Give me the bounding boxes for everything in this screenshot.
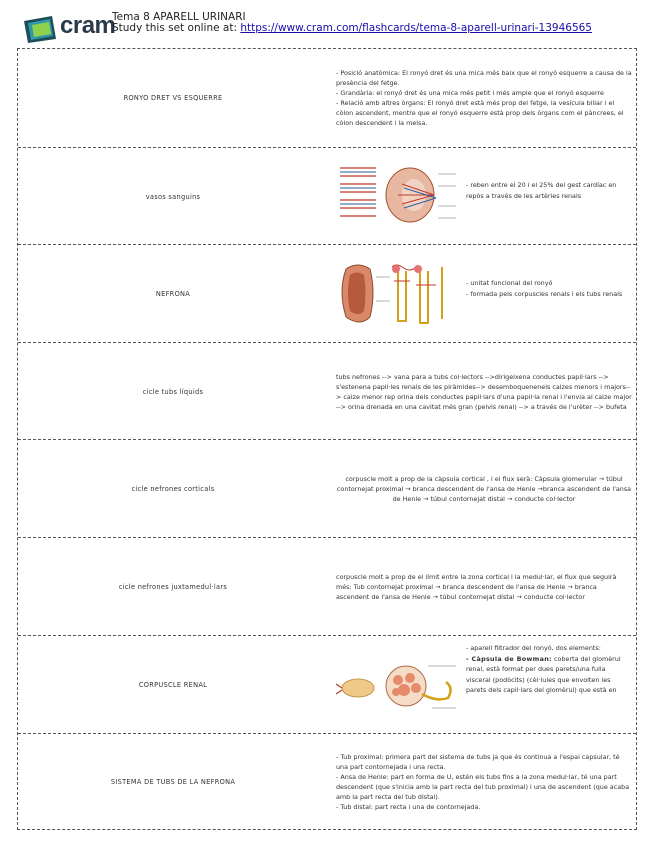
card-definition xyxy=(336,734,632,830)
study-prefix: Study this set online at: xyxy=(112,22,241,34)
card-definition xyxy=(336,148,632,245)
definition-line: - unitat funcional del ronyó xyxy=(466,279,553,287)
definition-line xyxy=(466,654,628,696)
card-term: cicle nefrones juxtamedul·lars xyxy=(118,583,228,591)
card-term: cicle nefrones corticals xyxy=(131,485,215,493)
card-term: cicle tubs líquids xyxy=(142,387,204,396)
card-term: SISTEMA DE TUBS DE LA NEFRONA xyxy=(110,778,236,786)
card-row xyxy=(18,342,636,440)
card-term: RONYO DRET VS ESQUERRE xyxy=(123,94,223,102)
bowman-capsule-text: coberta del glomèrul renal, està format per dues parets/una fulla visceral (podòcits) (cèl·lules que envolten les parets dels capil·lars del glomèrul) que està en xyxy=(466,654,621,694)
definition-line: - Tub distal: part recta i una de contornejada. xyxy=(336,803,481,811)
card-definition xyxy=(336,538,632,636)
renal-corpuscle-illustration xyxy=(336,658,458,714)
card-definition xyxy=(336,245,632,343)
definition-line: - Grandària: el ronyó dret és una mica més petit i més ample que el ronyó esquerre xyxy=(336,89,604,97)
definition-line: corpuscle molt a prop de el límit entre la zona cortical i la medul·lar, el flux que seguirà més: Tub contornejat proximal → branca descendent de l'ansa de Henle → branca ascendent de l'ansa de Henle → túbul contornejat distal → conducte col·lector xyxy=(336,573,617,601)
card-term: vasos sanguins xyxy=(145,192,201,201)
card-row xyxy=(18,244,636,343)
card-row xyxy=(18,439,636,538)
definition-line: - Posició anatòmica: El ronyó dret és una mica més baix que el ronyó esquerre a causa de la presència del fetge. xyxy=(336,69,632,87)
definition-line: - Ansa de Henle: part en forma de U, estén els tubs fins a la zona medul·lar, té una part descendent (que s'inicia amb la part recta del tub proximal) i una de ascendent (que acaba amb la part recta del tub distal). xyxy=(336,773,630,801)
bowman-capsule-label: - Càpsula de Bowman: xyxy=(466,654,552,663)
definition-line: - Relació amb altres òrgans: El ronyó dret està més prop del fetge, la vesícula biliar i el còlon ascendent, mentre que el ronyó esquerre està prop dels òrgans com el pàncrees, el còlon descendent i la melsa. xyxy=(336,99,624,127)
definition-line: tubs nefrones --> vana para a tubs col·lectors -->dirigeixena conductes papil·lars --> s'estenena papil·les renals de les piràmides--> desemboquenenels calzes menors i majors--> calze menor rep orina dels conductes papil·lars d'una papil·la renal i l'envia al calze major --> orina drenada en una cavitat més gran (pelvis renal) --> a través de l'urèter --> bufeta xyxy=(336,372,632,411)
definition-line: corpuscle molt a prop de la càpsula cortical , i el flux serà: Càpsula glomerular → túbul contornejat proximal → branca descendent de l'ansa de Henle →branca ascendent de l'ansa de Henle → túbul contornejat distal → conducte col·lector xyxy=(336,475,632,503)
cram-logo-text: cram xyxy=(60,12,116,39)
page-header xyxy=(0,0,655,46)
nephron-illustration xyxy=(336,261,462,329)
definition-block xyxy=(466,278,626,299)
flashcard-table xyxy=(17,48,637,830)
card-row xyxy=(18,733,636,830)
card-row xyxy=(18,635,636,734)
card-term: CORPUSCLE RENAL xyxy=(138,681,208,689)
definition-line: - Tub proximal: primera part del sistema de tubs ja que és continua a l'espai capsular, té una part contornejada i una recta. xyxy=(336,753,620,771)
definition-line: - formada pels corpuscles renals i els tubs renals xyxy=(466,289,623,298)
card-row xyxy=(18,147,636,245)
definition-line: - aparell filtrador del ronyó, dos elements: xyxy=(466,644,601,652)
card-row xyxy=(18,49,636,147)
study-link[interactable]: https://www.cram.com/flashcards/tema-8-aparell-urinari-13946565 xyxy=(240,22,592,34)
kidney-blood-vessels-illustration xyxy=(336,164,458,226)
card-definition xyxy=(336,636,632,734)
card-term: NEFRONA xyxy=(155,290,191,298)
card-definition xyxy=(336,49,632,147)
definition-block xyxy=(466,643,628,696)
study-online-line xyxy=(112,23,652,34)
card-definition xyxy=(336,440,632,538)
card-definition xyxy=(336,343,632,440)
page-title: Tema 8 APARELL URINARI xyxy=(112,11,246,23)
definition-line: - reben entre el 20 i el 25% del gest cardíac en repòs a través de les artèries renals xyxy=(466,181,617,200)
card-row xyxy=(18,537,636,636)
